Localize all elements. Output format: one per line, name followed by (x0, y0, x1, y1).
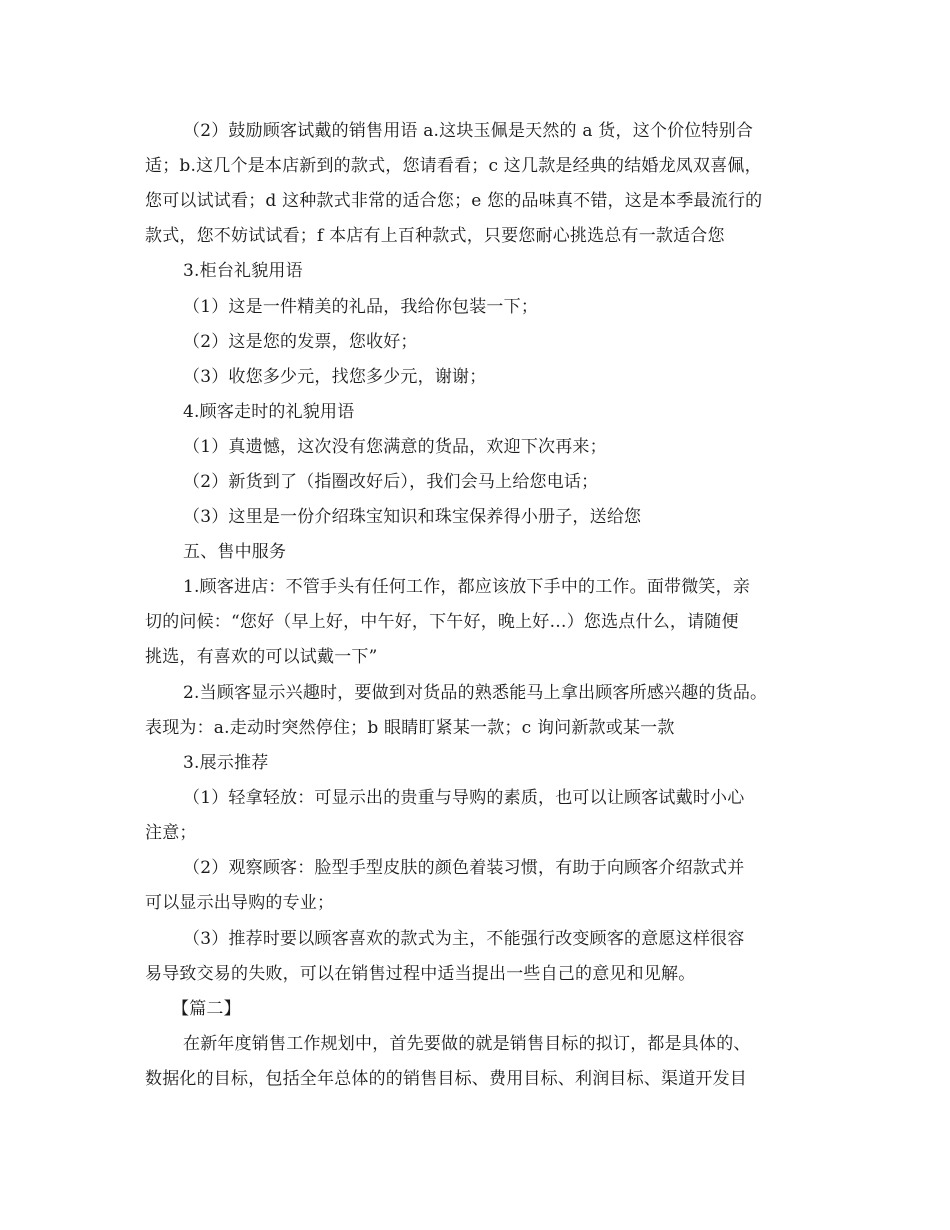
section-heading: 3.柜台礼貌用语 (183, 261, 303, 281)
paragraph-line: 数据化的目标，包括全年总体的的销售目标、费用目标、利润目标、渠道开发目 (145, 1069, 747, 1089)
section-heading: 【篇二】 (172, 999, 241, 1019)
paragraph-line: 1.顾客进店：不管手头有任何工作，都应该放下手中的工作。面带微笑，亲 (183, 577, 751, 597)
paragraph-line: 适；b.这几个是本店新到的款式，您请看看；c 这几款是经典的结婚龙凤双喜佩， (145, 156, 762, 176)
paragraph-line: 在新年度销售工作规划中，首先要做的就是销售目标的拟订，都是具体的、 (183, 1034, 751, 1054)
paragraph-line: （2）鼓励顾客试戴的销售用语 a.这块玉佩是天然的 a 货，这个价位特别合 (183, 121, 754, 141)
list-item: （1）这是一件精美的礼品，我给你包装一下； (183, 297, 539, 317)
list-item: （1）真遗憾，这次没有您满意的货品，欢迎下次再来； (183, 437, 607, 457)
section-heading: 3.展示推荐 (183, 753, 269, 773)
section-heading: 五、售中服务 (183, 542, 287, 562)
list-item: （3）收您多少元，找您多少元，谢谢； (183, 367, 487, 387)
list-item: （3）推荐时要以顾客喜欢的款式为主，不能强行改变顾客的意愿这样很容 (183, 929, 745, 949)
paragraph-line: 可以显示出导购的专业； (145, 893, 335, 913)
paragraph-line: 易导致交易的失败，可以在销售过程中适当提出一些自己的意见和见解。 (145, 964, 696, 984)
paragraph-line: 表现为：a.走动时突然停住；b 眼睛盯紧某一款；c 询问新款或某一款 (145, 718, 675, 738)
paragraph-line: 您可以试试看；d 这种款式非常的适合您；e 您的品味真不错，这是本季最流行的 (145, 191, 763, 211)
paragraph-line: 2.当顾客显示兴趣时，要做到对货品的熟悉能马上拿出顾客所感兴趣的货品。 (183, 683, 768, 703)
paragraph-line: 款式，您不妨试试看；f 本店有上百种款式，只要您耐心挑选总有一款适合您 (145, 226, 725, 246)
list-item: （2）新货到了（指圈改好后），我们会马上给您电话； (183, 472, 599, 492)
section-heading: 4.顾客走时的礼貌用语 (183, 402, 355, 422)
paragraph-line: 挑选，有喜欢的可以试戴一下” (145, 647, 378, 667)
list-item: （3）这里是一份介绍珠宝知识和珠宝保养得小册子，送给您 (183, 507, 642, 527)
paragraph-line: 注意； (145, 823, 197, 843)
list-item: （2）观察顾客：脸型手型皮肤的颜色着装习惯，有助于向顾客介绍款式并 (183, 858, 745, 878)
list-item: （2）这是您的发票，您收好； (183, 332, 418, 352)
paragraph-line: 切的问候：“您好（早上好，中午好，下午好，晚上好…）您选点什么，请随便 (145, 612, 739, 632)
list-item: （1）轻拿轻放：可显示出的贵重与导购的素质，也可以让顾客试戴时小心 (183, 788, 745, 808)
